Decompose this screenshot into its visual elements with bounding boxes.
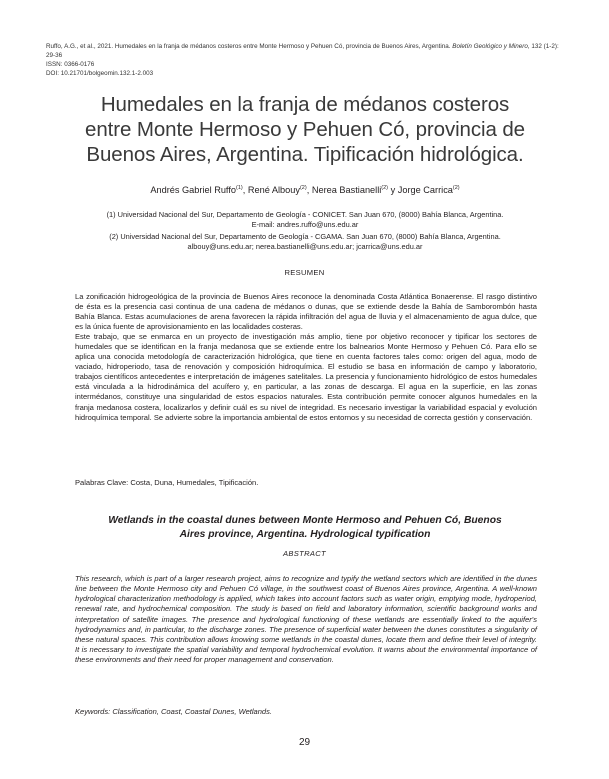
affiliation: (2) Universidad Nacional del Sur, Departamento de Geología - CGAMA. San Juan 670, (8000) Bahía Blanca, Argentina.: [109, 232, 501, 242]
english-title-line-1: Wetlands in the coastal dunes between Monte Hermoso and Pehuen Có, Buenos: [108, 515, 502, 526]
title-line-2: entre Monte Hermoso y Pehuen Có, provincia de: [85, 118, 525, 141]
resumen-heading: RESUMEN: [284, 268, 325, 277]
keywords-english: Keywords: Classification, Coast, Coastal Dunes, Wetlands.: [75, 707, 273, 716]
affiliations: [60, 210, 550, 251]
resumen-paragraph: Este trabajo, que se enmarca en un proyecto de investigación más amplio, tiene por objetivo reconocer y tipificar los sectores de humedales que se identifican en la franja medanosa que se extiende entre los balnearios Monte Hermoso y Pehuen Có. Para ello se aplica una conocida metodología de caracterización hidrológica, que tiene en cuenta factores tales como: origen del agua, modo de vaciado, hidroperiodo, tasa de renovación y composición hidroquímica. El estudio se basa en información de campo y laboratorio, trabajos científicos antecedentes e interpretación de imágenes satelitales. La presencia y funcionamiento hidrológico de estos humedales está vinculada a la hidrodinámica del acuífero y, en particular, a las zonas de descarga. El agua en la superficie, en las zonas intermédanos, constituye una singularidad de estos espacios naturales. Esta contribución permite conocer algunos humedales en la franja medanosa costera, localizarlos y definir cuál es su nivel de integridad. Es necesario investigar la variabilidad espacial y evolución hidroquímica temporal. Se advierte sobre la importancia ambiental de estos entornos y su necesidad de correcta gestión y conservación.: [75, 332, 537, 422]
resumen-paragraph: La zonificación hidrogeológica de la provincia de Buenos Aires reconoce la denominada Costa Atlántica Bonaerense. El rasgo distintivo de ésta es la presencia casi continua de una cadena de médanos o dunas, que se extiende desde la Bahía de Samborombón hasta Bahía Blanca. Estas acumulaciones de arena favorecen la rápida infiltración del agua de lluvia y el almacenamiento de agua dulce, que es la única fuente de aprovisionamiento en las localidades costeras.: [75, 292, 537, 332]
abstract-body: This research, which is part of a larger research project, aims to recognize and typify the wetland sectors which are identified in the dunes line between the Monte Hermoso city and Pehuen Có village, in the southwest coast of Buenos Aires province, Argentina. A well-known hydrological characterization methodology is applied, which takes into account factors such as water origin, emptying mode, hydroperiod, renewal rate, and hydrochemical composition. The study is based on field and laboratory information, scientific background works and interpretation of satellite images. The presence and hydrological functioning of these wetlands are essentially linked to the aquifer's hydrodynamics and, in particular, to the discharge zones. The presence of superficial water between the dunes constitutes a singularity of these natural spaces. This contribution allows knowing some wetlands in the coastal dunes, locate them and define their level of integrity. It is necessary to investigate the spatial variability and temporal hydrochemical evolution. It warns about the environmental importance of these environments and their need for proper management and conservation.: [75, 574, 537, 665]
author-list: [40, 185, 570, 195]
author-name: Jorge Carrica: [397, 185, 453, 196]
doi: DOI: 10.21701/bolgeomin.132.1-2.003: [46, 69, 154, 77]
resumen-body: [75, 292, 537, 423]
author-affiliation-mark: (2): [452, 185, 460, 191]
paper-title: [40, 92, 570, 167]
author-affiliation-mark: (1): [236, 185, 243, 191]
affiliation-email: albouy@uns.edu.ar; nerea.bastianelli@uns.edu.ar; jcarrica@uns.edu.ar: [187, 241, 423, 251]
journal-volume: 132 (1-2): 29-36: [46, 43, 559, 59]
citation-header: [46, 43, 566, 79]
affiliation: (1) Universidad Nacional del Sur, Departamento de Geología - CONICET. San Juan 670, (8000) Bahía Blanca, Argentina.: [106, 210, 504, 219]
title-line-1: Humedales en la franja de médanos costeros: [100, 93, 510, 116]
author-name: Andrés Gabriel Ruffo: [150, 185, 236, 196]
author-name: René Albouy: [247, 185, 300, 196]
author-separator: ,: [242, 185, 246, 196]
author-name: Nerea Bastianelli: [311, 185, 382, 196]
issn: ISSN: 0366-0176: [46, 60, 95, 68]
affiliation-email: E-mail: andres.ruffo@uns.edu.ar: [251, 219, 359, 229]
author-affiliation-mark: (2): [381, 185, 389, 191]
journal-name: Boletín Geológico y Minero,: [452, 43, 530, 50]
english-title: [60, 514, 550, 541]
title-line-3: Buenos Aires, Argentina. Tipificación hidrológica.: [86, 143, 524, 166]
citation-text: Ruffo, A.G., et al., 2021. Humedales en la franja de médanos costeros entre Monte Hermoso y Pehuen Có, provincia de Buenos Aires, Argentina.: [46, 43, 451, 50]
author-separator: ,: [306, 185, 310, 196]
english-title-line-2: Aires province, Argentina. Hydrological typification: [179, 528, 431, 540]
author-affiliation-mark: (2): [299, 185, 307, 191]
keywords-spanish: Palabras Clave: Costa, Duna, Humedales, Tipificación.: [75, 478, 259, 487]
abstract-heading: ABSTRACT: [283, 549, 326, 558]
author-separator: y: [390, 185, 396, 196]
page-number: 29: [298, 737, 311, 748]
